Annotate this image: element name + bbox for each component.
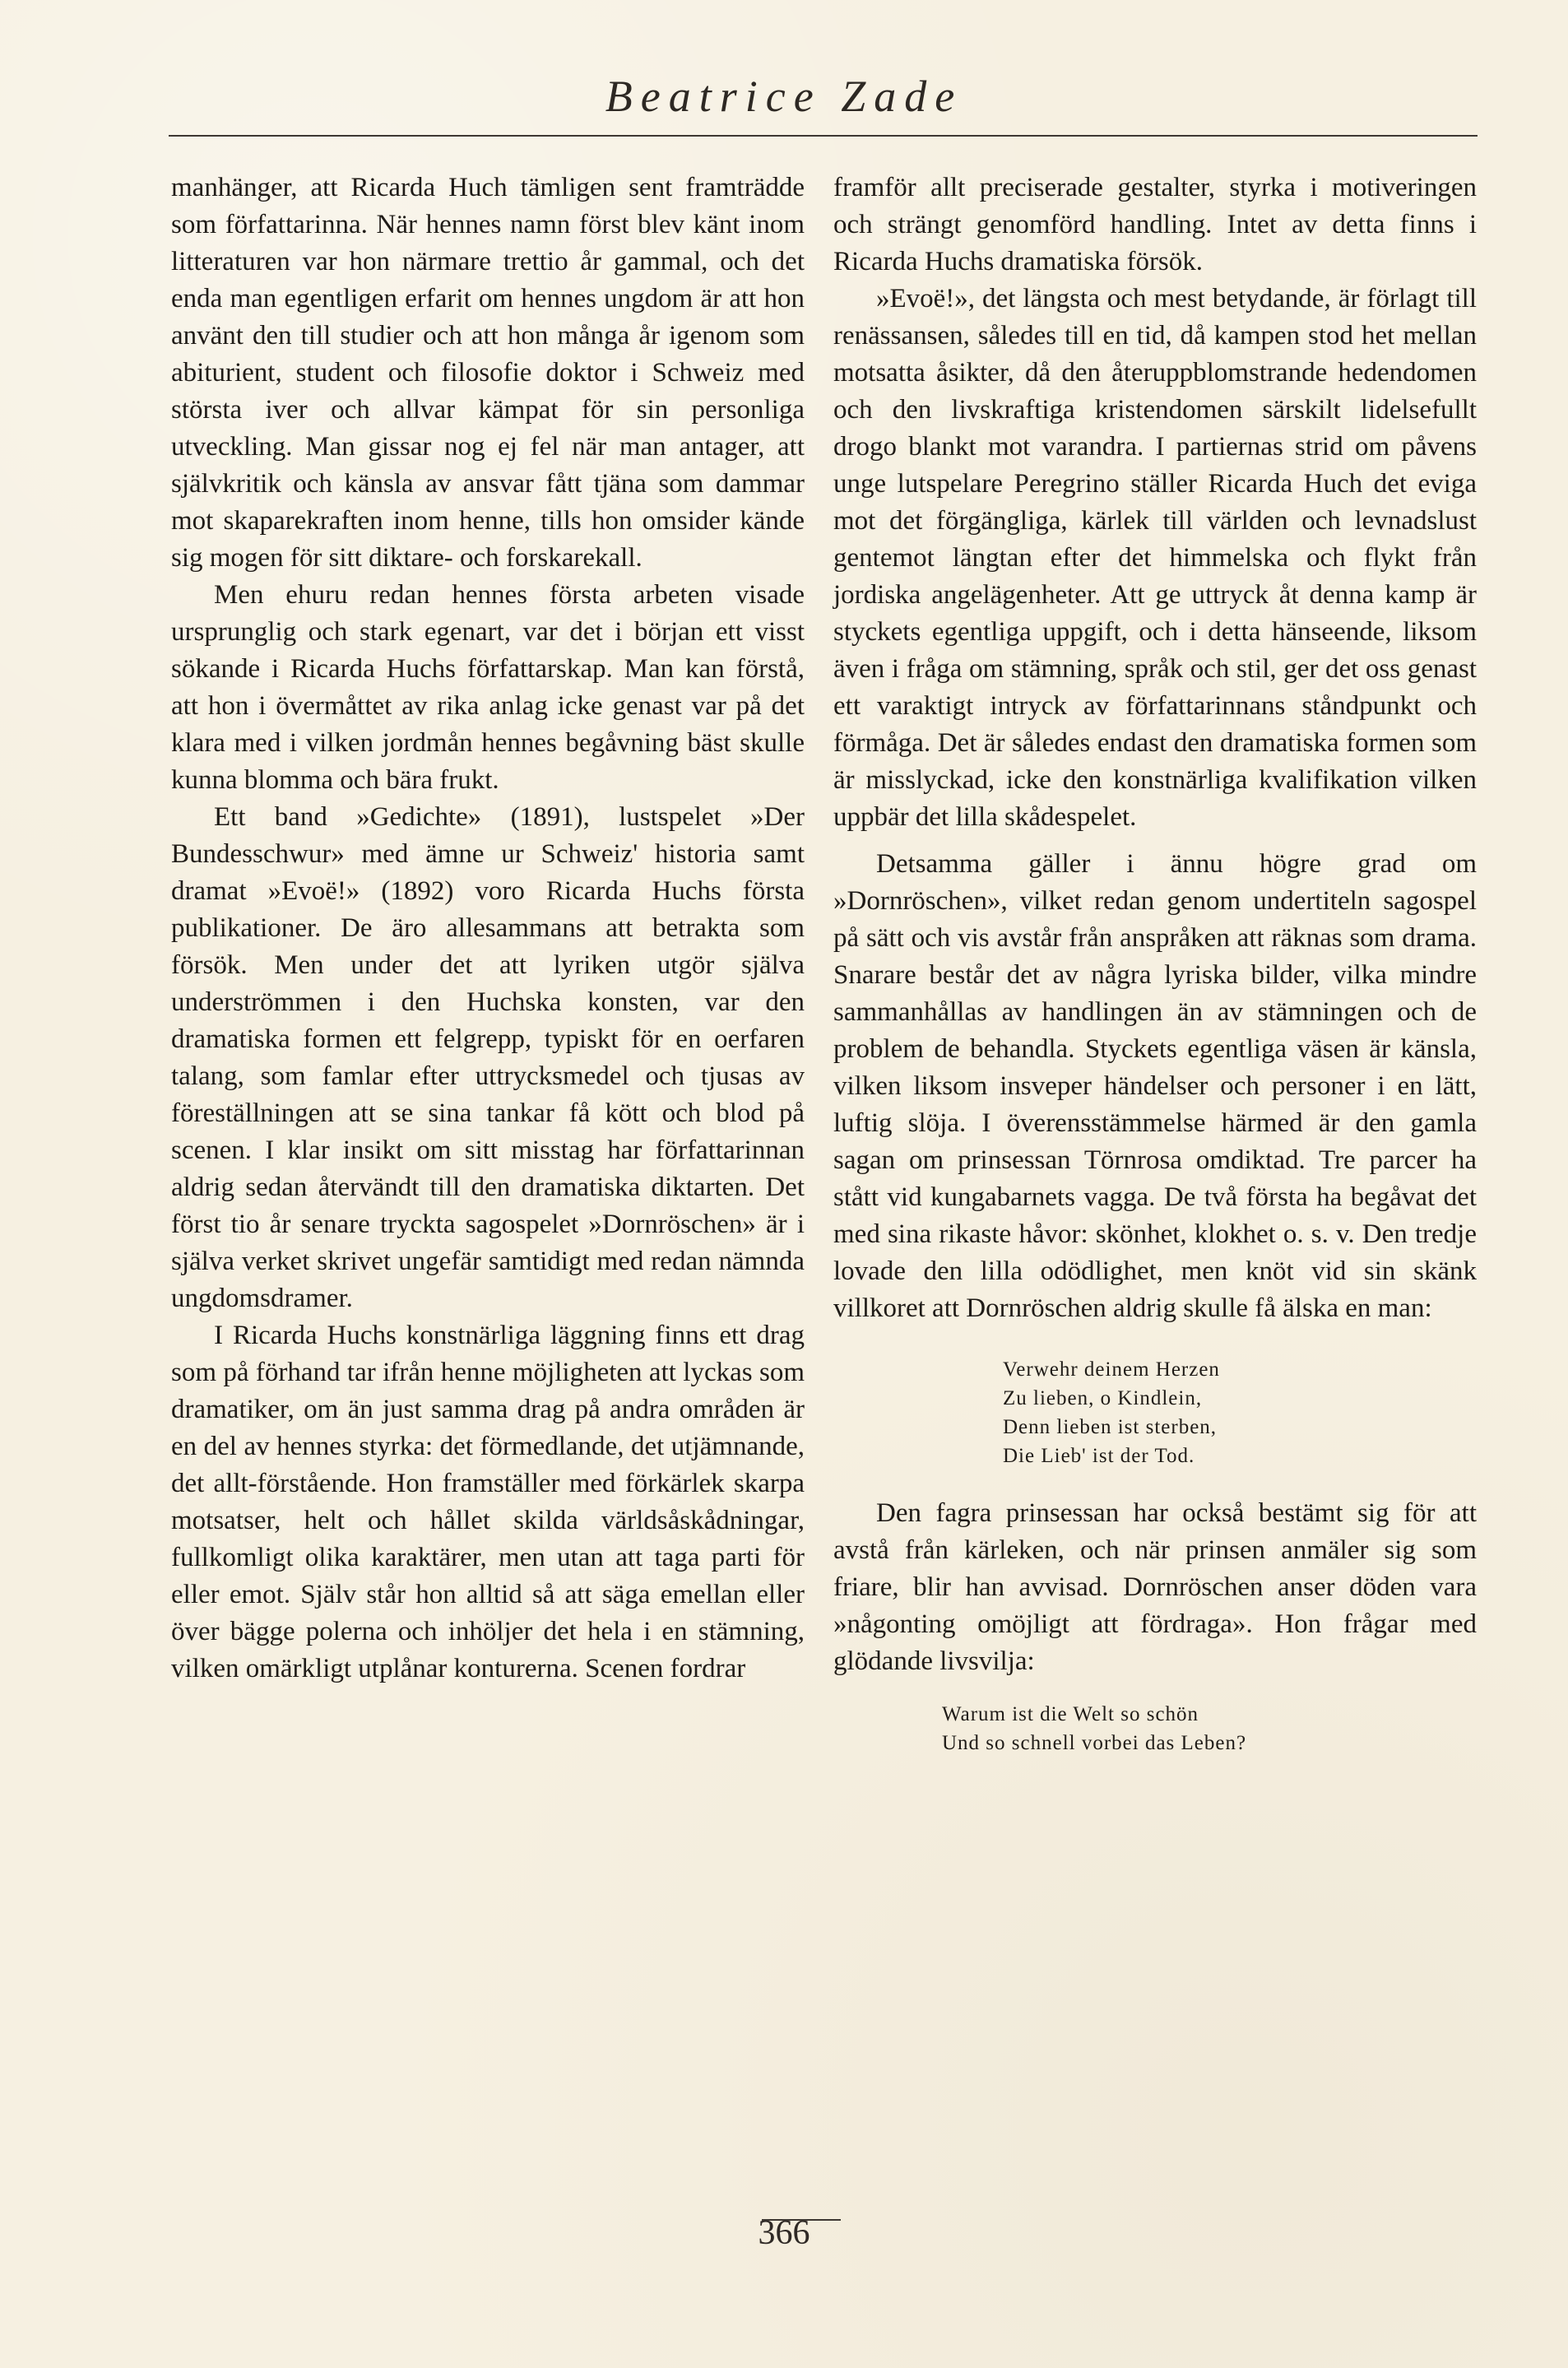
verse-line: Verwehr deinem Herzen xyxy=(1003,1358,1220,1381)
left-paragraph-4: I Ricarda Huchs konstnärliga läggning finns ett drag som på förhand tar ifrån henne möjligheten att lyckas som dramatiker, om än just samma drag på andra områden är en del av hennes styrka: det förmedlande, det utjämnande, det allt-förstående. Hon framställer med förkärlek skarpa motsatser, helt och hållet skilda världsåskådningar, fullkomligt olika karaktärer, men utan att taga parti för eller emot. Själv står hon alltid så att säga emellan eller över bägge polerna och inhöljer det hela i en stämning, vilken omärkligt utplånar konturerna. Scenen fordrar xyxy=(171,1321,805,1683)
verse-line: Die Lieb' ist der Tod. xyxy=(1003,1445,1195,1467)
running-header: Beatrice Zade xyxy=(605,72,963,121)
left-paragraph-1: manhänger, att Ricarda Huch tämligen sent framträdde som författarinna. När hennes namn först blev känt inom litteraturen var hon närmare trettio år gammal, och det enda man egentligen erfarit om hennes ungdom är att hon använt den till studier och att hon många år igenom som abiturient, student och filosofie doktor i Schweiz med största iver och allvar kämpat för sin personliga utveckling. Man gissar nog ej fel när man antager, att självkritik och känsla av ansvar fått tjäna som dammar mot skaparekraften inom henne, tills hon omsider kände sig mogen för sitt diktare- och forskarekall. xyxy=(171,173,805,573)
verse-line: Warum ist die Welt so schön xyxy=(942,1703,1199,1725)
left-paragraph-2: Men ehuru redan hennes första arbeten visade ursprunglig och stark egenart, var det i början ett visst sökande i Ricarda Huchs författarskap. Man kan förstå, att hon i övermåttet av rika anlag icke genast var på det klara med i vilken jordmån hennes begåvning bäst skulle kunna blomma och bära frukt. xyxy=(171,580,805,795)
quoted-verse-1 xyxy=(1003,1355,1477,1470)
right-paragraph-after-verse: Den fagra prinsessan har också bestämt sig för att avstå från kärleken, och när prinsen anmäler sig som friare, blir han avvisad. Dornröschen anser döden vara »någonting omöjligt att fördraga». Hon frågar med glödande livsvilja: xyxy=(833,1498,1477,1676)
header-rule xyxy=(169,135,1478,137)
left-paragraph-3: Ett band »Gedichte» (1891), lustspelet »Der Bundesschwur» med ämne ur Schweiz' historia samt dramat »Evoë!» (1892) voro Ricarda Huchs första publikationer. De äro allesammans att betrakta som försök. Men under det att lyriken utgör själva underströmmen i den Huchska konsten, var den dramatiska formen ett felgrepp, typiskt för en oerfaren talang, som famlar efter uttrycksmedel och tjusas av föreställningen att se sina tankar få kött och blod på scenen. I klar insikt om sitt misstag har författarinnan aldrig sedan återvändt till den dramatiska diktarten. Det först tio år senare tryckta sagospelet »Dornröschen» är i själva verket skrivet ungefär samtidigt med redan nämnda ungdomsdramer. xyxy=(171,802,805,1313)
verse-line: Zu lieben, o Kindlein, xyxy=(1003,1387,1203,1409)
left-column xyxy=(171,169,805,1688)
quoted-verse-2 xyxy=(942,1700,1477,1757)
page-number: 366 xyxy=(758,2214,810,2252)
right-paragraph-2: »Evoë!», det längsta och mest betydande, är förlagt till renässansen, således till en tid, då kampen stod het mellan motsatta åsikter, då den återuppblomstrande hedendomen och den livskraftiga kristendomen särskilt lidelsefullt drogo blankt mot varandra. I partiernas strid om påvens unge lutspelare Peregrino ställer Ricarda Huch det eviga mot det förgängliga, kärlek till världen och levnadslust gentemot längtan efter det himmelska och flykt från jordiska angelägenheter. Att ge uttryck åt denna kamp är styckets egentliga uppgift, och i detta hänseende, liksom även i fråga om stämning, språk och stil, ger det oss genast ett varaktigt intryck av författarinnans ståndpunkt och förmåga. Det är således endast den dramatiska formen som är misslyckad, icke den konstnärliga kvalifikation vilken uppbär det lilla skådespelet. xyxy=(833,284,1477,832)
right-paragraph-1: framför allt preciserade gestalter, styrka i motiveringen och strängt genomförd handling. Intet av detta finns i Ricarda Huchs dramatiska försök. xyxy=(833,173,1477,276)
right-paragraph-3: Detsamma gäller i ännu högre grad om »Dornröschen», vilket redan genom undertiteln sagospel på sätt och vis avstår från anspråken att räknas som drama. Snarare består det av några lyriska bilder, vilka mindre sammanhållas av handlingen än av stämningen och de problem de behandla. Styckets egentliga väsen är känsla, vilken liksom insveper händelser och personer i en lätt, luftig slöja. I överensstämmelse härmed är den gamla sagan om prinsessan Törnrosa omdiktad. Tre parcer ha stått vid kungabarnets vagga. De två första ha begåvat det med sina rikaste håvor: skönhet, klokhet o. s. v. Den tredje lovade den lilla odödlighet, men knöt vid sin skänk villkoret att Dornröschen aldrig skulle få älska en man: xyxy=(833,849,1477,1323)
right-column xyxy=(833,169,1477,1757)
verse-line: Denn lieben ist sterben, xyxy=(1003,1416,1218,1438)
verse-line: Und so schnell vorbei das Leben? xyxy=(942,1732,1247,1754)
